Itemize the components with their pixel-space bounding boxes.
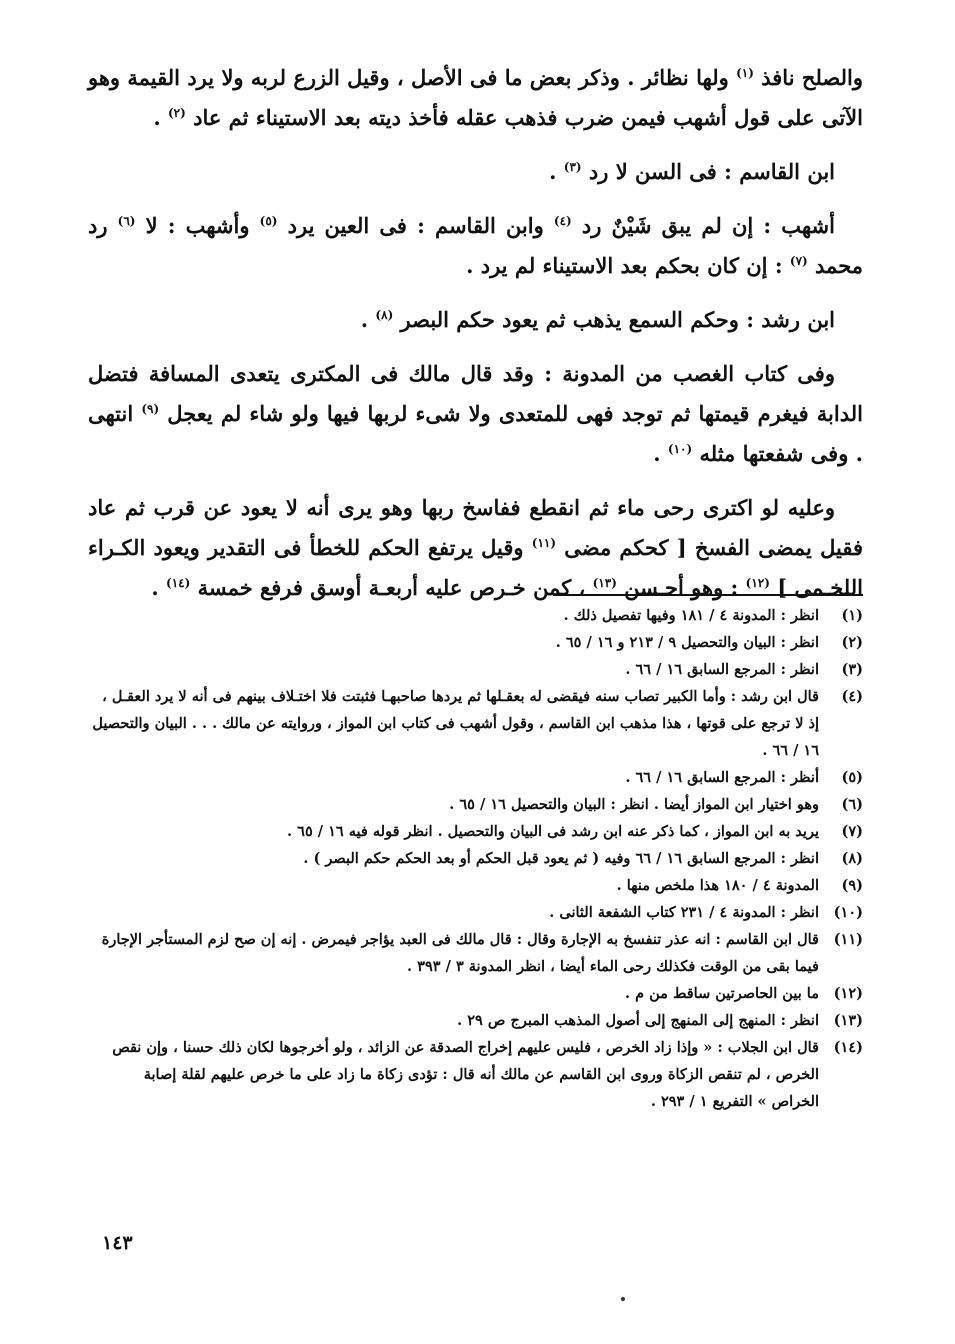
footnote-ref: (١) xyxy=(736,66,754,80)
footnote-ref: (٩) xyxy=(141,402,160,416)
footnote-12 xyxy=(92,980,863,1007)
text-run: ابن رشد : وحكم السمع يذهب ثم يعود حكم البصر xyxy=(393,307,835,332)
footnote-text: انظر : المرجع السابق ١٦ / ٦٦ . xyxy=(625,661,819,678)
footnote-number: (٦) xyxy=(841,796,863,813)
footnote-text: انظر : المرجع السابق ١٦ / ٦٦ وفيه ( ثم يعود قبل الحكم أو بعد الحكم حكم البصر ) . xyxy=(303,850,819,867)
text-run: . xyxy=(151,575,167,600)
footnote-ref: (٧) xyxy=(789,254,808,268)
footnote-3 xyxy=(92,656,863,683)
footnote-text: انظر : المنهج إلى المنهج إلى أصول المذهب المبرج ص ٢٩ . xyxy=(457,1012,819,1029)
text-run: وعليه لو اكترى رحى ماء ثم انقطع ففاسخ ربها وهو يرى أنه لا يعود عن قرب ثم عاد فقيل يمضى الفسخ [ كحكم مضى xyxy=(88,495,863,560)
paragraph-5 xyxy=(88,354,863,474)
footnote-number: (٩) xyxy=(841,877,863,894)
text-run: . xyxy=(360,307,376,332)
text-run: . xyxy=(549,159,564,184)
footnote-ref: (٥) xyxy=(259,214,278,228)
text-run: ابن القاسم : فى السن لا رد xyxy=(581,159,835,184)
text-run: : وهو أحـسن xyxy=(616,575,746,600)
footnote-10 xyxy=(92,899,863,926)
footnote-number: (٥) xyxy=(841,769,863,786)
footnote-13 xyxy=(92,1007,863,1034)
footnote-text: يريد به ابن المواز ، كما ذكر عنه ابن رشد فى البيان والتحصيل . انظر قوله فيه ١٦ / ٦٥ . xyxy=(287,823,819,840)
footnote-number: (١٣) xyxy=(833,1012,863,1029)
footnote-separator xyxy=(553,594,863,596)
footnote-8 xyxy=(92,845,863,872)
footnote-text: ما بين الحاصرتين ساقط من م . xyxy=(624,985,819,1002)
text-run: : إن كان بحكم بعد الاستيناء لم يرد . xyxy=(466,253,790,278)
footnote-11 xyxy=(92,926,863,980)
footnote-number: (١) xyxy=(841,607,863,624)
footnote-14 xyxy=(92,1034,863,1115)
footnote-ref: (١٢) xyxy=(745,576,770,590)
text-run: وأشهب : لا xyxy=(135,213,260,238)
footnote-text: قال ابن القاسم : انه عذر تنفسخ به الإجارة وقال : قال مالك فى العبد يؤاجر فيمرض . إنه إن صح لزم المستأجر الإجارة فيما بقى من الوقت فكذلك رحى الماء أيضا ، انظر المدونة ٣ / ٣٩٣ . xyxy=(101,931,819,975)
footnote-number: (١٤) xyxy=(833,1039,863,1056)
page-number: ١٤٣ xyxy=(102,1232,133,1254)
text-run: ، كمن خـرص عليه أربعـة أوسق فرفع خمسة xyxy=(190,575,593,600)
footnote-ref: (٨) xyxy=(375,308,394,322)
footnote-text: وهو اختيار ابن المواز أيضا . انظر : البيان والتحصيل ١٦ / ٦٥ . xyxy=(449,796,819,813)
footnotes xyxy=(92,602,863,1115)
footnote-9 xyxy=(92,872,863,899)
footnote-text: انظر : البيان والتحصيل ٩ / ٢١٣ و ١٦ / ٦٥ . xyxy=(555,634,819,651)
footnote-5 xyxy=(92,764,863,791)
footnote-text: انظر : المدونة ٤ / ١٨١ وفيها تفصيل ذلك . xyxy=(563,607,819,624)
footnote-number: (١٠) xyxy=(833,904,863,921)
footnote-2 xyxy=(92,629,863,656)
footnote-text: أنظر : المرجع السابق ١٦ / ٦٦ . xyxy=(625,769,819,786)
footnote-6 xyxy=(92,791,863,818)
footnote-text: قال ابن الجلاب : « وإذا زاد الخرص ، فليس عليهم إخراج الصدقة عن الزائد ، ولو أخرجوها لكان ذلك حسنا ، وإن نقص الخرص ، لم تنقص الزكاة وروى ابن القاسم عن مالك أنه قال : تؤدى زكاة ما زاد على ما خرص عليهم لقلة إصابة الخراص » التفريع ١ / ٢٩٣ . xyxy=(112,1039,819,1110)
paragraph-3 xyxy=(88,206,863,286)
text-run: أشهب : إن لم يبق شَيْنٌ رد xyxy=(571,213,835,238)
footnote-number: (١٢) xyxy=(833,985,863,1002)
footnote-ref: (١٠) xyxy=(667,442,693,456)
text-run: ولها نظائر . وذكر بعض ما فى الأصل ، وقيل الزرع لربه ولا يرد القيمة وهو الآتى على قول أشهب فيمن ضرب فذهب عقله فأخذ ديته بعد الاستيناء ثم عاد xyxy=(88,65,863,130)
footnote-ref: (٤) xyxy=(553,214,572,228)
text-run: انتهى . وفى شفعتها مثله xyxy=(88,401,863,466)
footnote-number: (٨) xyxy=(841,850,863,867)
footnote-ref: (٣) xyxy=(563,160,582,174)
footnote-text: قال ابن رشد : وأما الكبير تصاب سنه فيقضى له بعقـلها ثم يردها صاحبهـا فثبتت فلا اختـلاف بينهم فى أنه لا يرد العقـل ، إذ لا ترجع على قوتها ، هذا مذهب ابن القاسم ، وقول أشهب فى كتاب ابن المواز ، وروايته عن مالك . . . البيان والتحصيل ١٦ / ٦٦ . xyxy=(92,688,819,759)
footnote-text: المدونة ٤ / ١٨٠ هذا ملخص منها . xyxy=(616,877,819,894)
footnote-text: انظر : المدونة ٤ / ٢٣١ كتاب الشفعة الثانى . xyxy=(549,904,819,921)
text-run: والصلح نافذ xyxy=(753,65,863,90)
paragraph-4 xyxy=(88,300,863,340)
footnote-number: (٢) xyxy=(841,634,863,651)
text-run: وابن القاسم : فى العين يرد xyxy=(277,213,554,238)
text-run: . xyxy=(153,105,168,130)
paragraph-1 xyxy=(88,58,863,138)
text-run: . xyxy=(653,441,668,466)
footnote-ref: (٦) xyxy=(117,214,136,228)
text-run: وقيل يرتفع الحكم للخطأ فى التقدير ويعود الكـراء اللخـمى ] xyxy=(88,535,863,600)
text-run: وفى كتاب الغصب من المدونة : وقد قال مالك فى المكترى يتعدى المسافة فتضل الدابة فيغرم قيمتها ثم توجد فهى للمتعدى ولا شىء لربها فيها ولو شاء لم يعجل xyxy=(88,361,863,426)
scan-speck xyxy=(621,1297,625,1301)
footnote-1 xyxy=(92,602,863,629)
footnote-number: (٣) xyxy=(841,661,863,678)
footnote-number: (٧) xyxy=(841,823,863,840)
footnote-number: (١١) xyxy=(833,931,863,948)
footnote-ref: (٢) xyxy=(167,106,186,120)
paragraph-6 xyxy=(88,488,863,608)
paragraph-2 xyxy=(88,152,863,192)
footnote-ref: (١٣) xyxy=(592,576,617,590)
footnote-7 xyxy=(92,818,863,845)
main-text xyxy=(88,58,863,622)
text-run: رد محمد xyxy=(88,213,863,278)
footnote-ref: (١٤) xyxy=(166,576,191,590)
footnote-ref: (١١) xyxy=(531,536,557,550)
footnote-number: (٤) xyxy=(841,688,863,705)
footnote-4 xyxy=(92,683,863,764)
